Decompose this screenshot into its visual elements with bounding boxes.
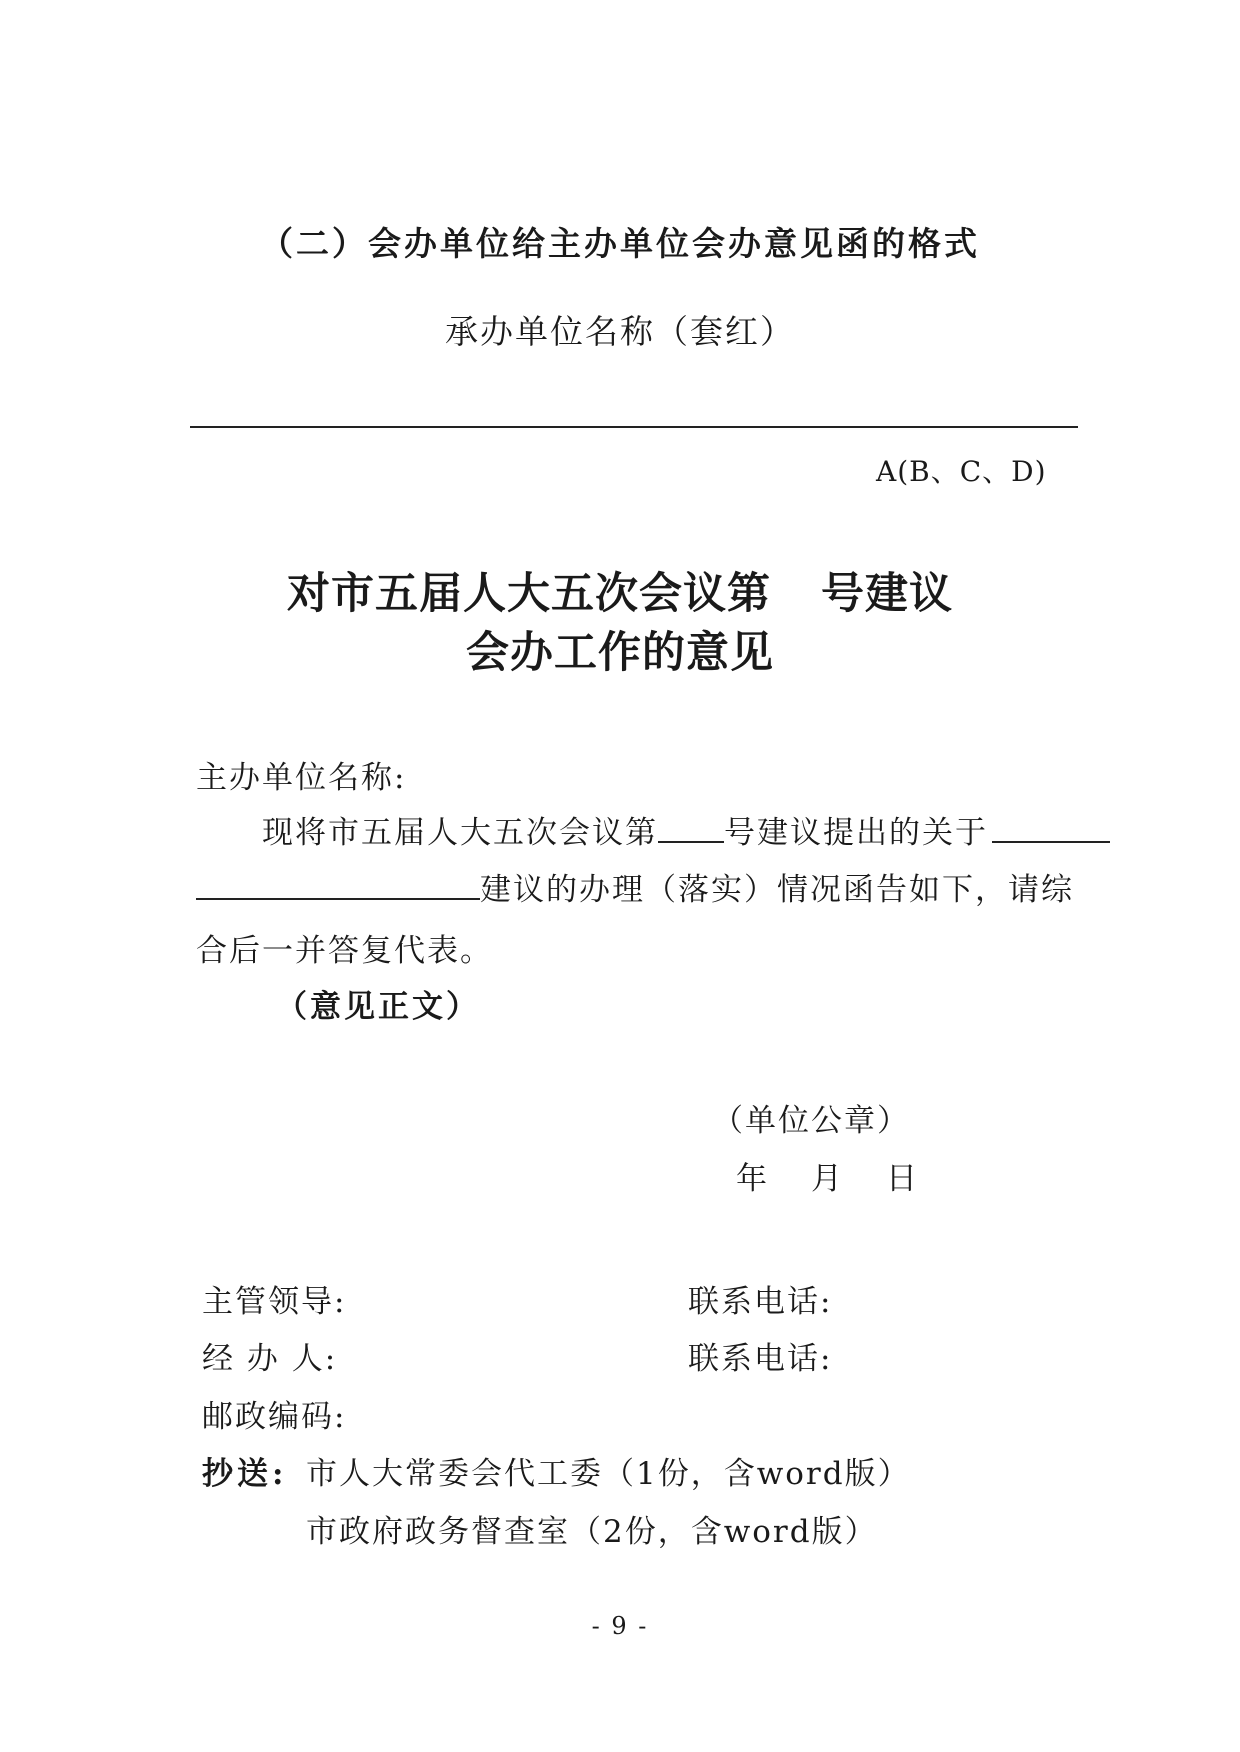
addressee-line: 主办单位名称: <box>196 760 407 796</box>
handler-label: 经 办 人: <box>202 1341 338 1377</box>
body-text-b: 号建议提出的关于 <box>724 815 988 851</box>
page-number: - 9 - <box>591 1612 649 1640</box>
day-label: 日 <box>886 1161 919 1197</box>
body-paragraph-line1 <box>262 807 1110 852</box>
month-label: 月 <box>811 1161 844 1197</box>
leader-phone-label: 联系电话: <box>688 1284 833 1320</box>
cc-item: 市政府政务督查室（2份，含word版） <box>306 1514 878 1550</box>
proposal-number-blank <box>658 815 724 843</box>
cc-item: 市人大常委会代工委（1份，含word版） <box>306 1456 911 1492</box>
document-title-line2: 会办工作的意见 <box>466 628 774 678</box>
organizer-name-header: 承办单位名称（套红） <box>445 312 795 351</box>
subject-blank-end <box>196 872 480 900</box>
document-title-line1 <box>0 560 1240 621</box>
year-label: 年 <box>736 1161 769 1197</box>
title-part2: 号建议 <box>821 569 953 619</box>
title-part1: 对市五届人大五次会议第 <box>287 569 771 619</box>
cc-label: 抄送: <box>202 1456 288 1492</box>
document-code: A(B、C、D) <box>876 455 1047 488</box>
body-text-a: 现将市五届人大五次会议第 <box>262 815 658 851</box>
leader-label: 主管领导: <box>202 1284 347 1320</box>
body-paragraph-line3: 合后一并答复代表。 <box>196 933 493 969</box>
unit-seal-label: （单位公章） <box>712 1103 910 1139</box>
format-subtitle: （二）会办单位给主办单位会办意见函的格式 <box>260 224 980 263</box>
date-line <box>736 1153 961 1198</box>
body-text-c: 建议的办理（落实）情况函告如下，请综 <box>480 872 1074 908</box>
opinion-body-label: （意见正文） <box>276 989 480 1025</box>
postcode-label: 邮政编码: <box>202 1399 347 1435</box>
body-paragraph-line2 <box>196 864 1074 909</box>
subject-blank-start <box>992 815 1110 843</box>
header-rule <box>190 426 1078 428</box>
handler-phone-label: 联系电话: <box>688 1341 833 1377</box>
